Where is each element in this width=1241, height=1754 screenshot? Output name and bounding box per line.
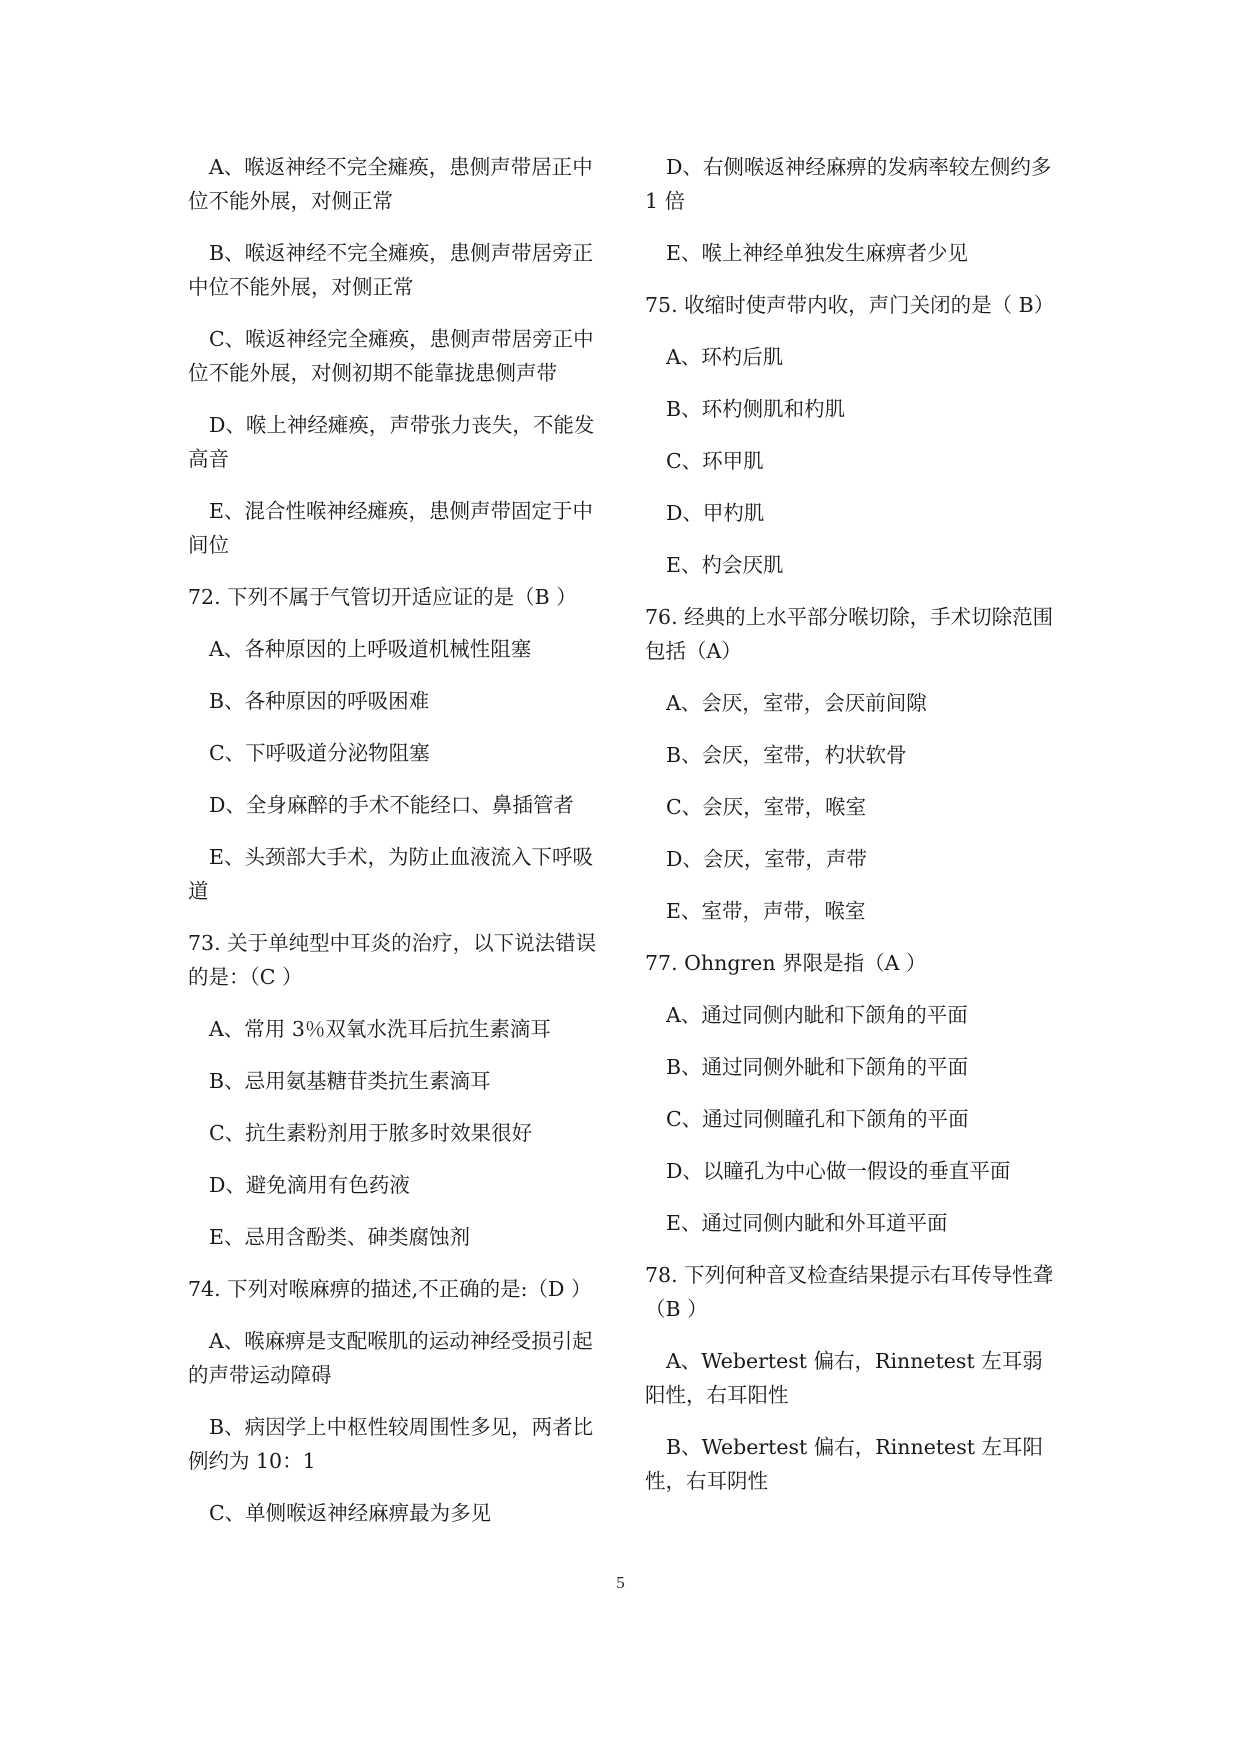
answer-option: A、喉麻痹是支配喉肌的运动神经受损引起的声带运动障碍 bbox=[188, 1329, 593, 1387]
left-column bbox=[188, 150, 604, 1548]
answer-option: A、常用 3％双氧水洗耳后抗生素滴耳 bbox=[209, 1017, 551, 1041]
answer-option: C、单侧喉返神经麻痹最为多见 bbox=[209, 1501, 492, 1525]
answer-option: E、室带，声带，喉室 bbox=[666, 899, 866, 923]
answer-option: D、全身麻醉的手术不能经口、鼻插管者 bbox=[209, 793, 574, 817]
answer-option: A、会厌，室带，会厌前间隙 bbox=[666, 691, 927, 715]
answer-option: D、右侧喉返神经麻痹的发病率较左侧约多 1 倍 bbox=[645, 155, 1052, 213]
answer-option: B、环杓侧肌和杓肌 bbox=[666, 397, 846, 421]
answer-option: E、头颈部大手术，为防止血液流入下呼吸道 bbox=[188, 845, 593, 903]
answer-option: E、杓会厌肌 bbox=[666, 553, 784, 577]
answer-option: B、忌用氨基糖苷类抗生素滴耳 bbox=[209, 1069, 491, 1093]
answer-option: B、各种原因的呼吸困难 bbox=[209, 689, 430, 713]
answer-option: A、通过同侧内眦和下颌角的平面 bbox=[666, 1003, 968, 1027]
answer-option: B、喉返神经不完全瘫痪，患侧声带居旁正中位不能外展，对侧正常 bbox=[188, 241, 594, 299]
answer-option: B、通过同侧外眦和下颌角的平面 bbox=[666, 1055, 969, 1079]
answer-option: E、忌用含酚类、砷类腐蚀剂 bbox=[209, 1225, 470, 1249]
answer-option: C、喉返神经完全瘫痪，患侧声带居旁正中位不能外展，对侧初期不能靠拢患侧声带 bbox=[188, 327, 594, 385]
answer-option: D、甲杓肌 bbox=[666, 501, 765, 525]
answer-option: C、会厌，室带，喉室 bbox=[666, 795, 867, 819]
question-stem: 75. 收缩时使声带内收，声门关闭的是（ B） bbox=[645, 293, 1055, 317]
answer-option: D、避免滴用有色药液 bbox=[209, 1173, 410, 1197]
answer-option: C、环甲肌 bbox=[666, 449, 764, 473]
answer-option: D、会厌，室带，声带 bbox=[666, 847, 867, 871]
answer-option: C、通过同侧瞳孔和下颌角的平面 bbox=[666, 1107, 969, 1131]
answer-option: D、喉上神经瘫痪，声带张力丧失，不能发高音 bbox=[188, 413, 595, 471]
answer-option: E、通过同侧内眦和外耳道平面 bbox=[666, 1211, 948, 1235]
answer-option: B、会厌，室带，杓状软骨 bbox=[666, 743, 907, 767]
answer-option: A、环杓后肌 bbox=[666, 345, 784, 369]
answer-option: A、喉返神经不完全瘫痪，患侧声带居正中位不能外展，对侧正常 bbox=[188, 155, 593, 213]
answer-option: C、下呼吸道分泌物阻塞 bbox=[209, 741, 430, 765]
question-stem: 77. Ohngren 界限是指（A ） bbox=[645, 951, 927, 975]
right-column bbox=[645, 150, 1061, 1516]
question-stem: 78. 下列何种音叉检查结果提示右耳传导性聋（B ） bbox=[645, 1263, 1054, 1321]
answer-option: B、Webertest 偏右，Rinnetest 左耳阳性，右耳阴性 bbox=[645, 1435, 1043, 1493]
answer-option: C、抗生素粉剂用于脓多时效果很好 bbox=[209, 1121, 533, 1145]
page-number: 5 bbox=[616, 1573, 625, 1592]
question-stem: 73. 关于单纯型中耳炎的治疗，以下说法错误的是：（C ） bbox=[188, 931, 597, 989]
question-stem: 72. 下列不属于气管切开适应证的是（B ） bbox=[188, 585, 577, 609]
answer-option: A、各种原因的上呼吸道机械性阻塞 bbox=[209, 637, 532, 661]
question-stem: 76. 经典的上水平部分喉切除，手术切除范围包括（A） bbox=[645, 605, 1054, 663]
answer-option: B、病因学上中枢性较周围性多见，两者比例约为 10：1 bbox=[188, 1415, 594, 1473]
answer-option: E、混合性喉神经瘫痪，患侧声带固定于中间位 bbox=[188, 499, 593, 557]
question-stem: 74. 下列对喉麻痹的描述,不正确的是:（D ） bbox=[188, 1277, 592, 1301]
answer-option: E、喉上神经单独发生麻痹者少见 bbox=[666, 241, 968, 265]
answer-option: D、以瞳孔为中心做一假设的垂直平面 bbox=[666, 1159, 1011, 1183]
answer-option: A、Webertest 偏右，Rinnetest 左耳弱阳性，右耳阳性 bbox=[645, 1349, 1043, 1407]
